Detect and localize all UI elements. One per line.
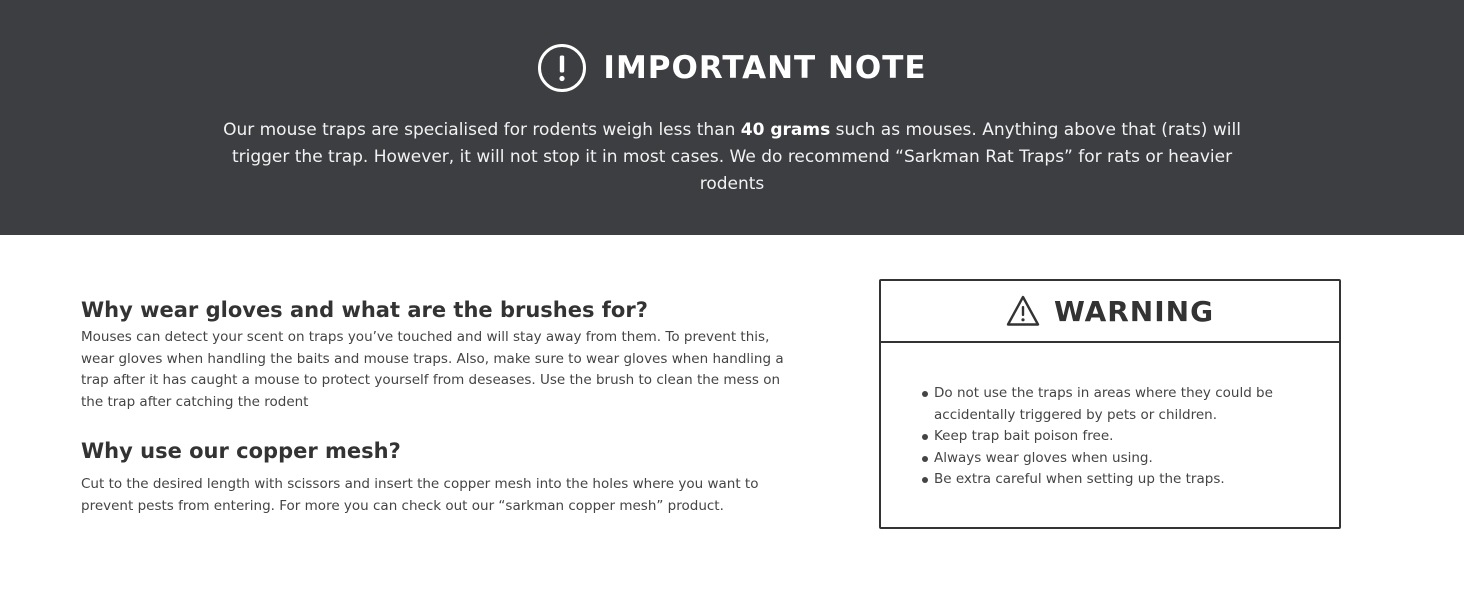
list-item: Do not use the traps in areas where they could be accidentally triggered by pets or children. <box>921 383 1301 426</box>
warning-triangle-icon <box>1006 295 1040 327</box>
warning-list <box>921 383 1301 491</box>
warning-title: WARNING <box>1053 294 1215 328</box>
section-text: Cut to the desired length with scissors and insert the copper mesh into the holes where you want to prevent pests from entering. For more you can check out our “sarkman copper mesh” product. <box>81 476 759 514</box>
section-title: Why wear gloves and what are the brushes for? <box>81 298 648 322</box>
section-text: Mouses can detect your scent on traps you’ve touched and will stay away from them. To prevent this, wear gloves when handling the baits and mouse traps. Also, make sure to wear gloves when handling a trap after it has caught a mouse to protect yourself from deseases. Use the brush to clean the mess on the trap after catching the rodent <box>81 329 784 410</box>
info-column <box>81 293 801 517</box>
important-note-title: IMPORTANT NOTE <box>603 50 927 86</box>
note-text-weight: 40 grams <box>740 120 831 140</box>
note-text-part: such as mouses. Anything above that (rats) will trigger the trap. However, it will not stop it in most cases. We do recommend “Sarkman Rat Traps” for rats or heavier rodents <box>231 120 1241 194</box>
section-title: Why use our copper mesh? <box>81 439 401 463</box>
copper-mesh-section <box>81 434 801 517</box>
exclamation-circle-icon <box>537 43 587 93</box>
important-note-header <box>0 42 1464 94</box>
note-text-part: Our mouse traps are specialised for rodents weigh less than <box>223 120 741 140</box>
gloves-section <box>81 293 801 413</box>
list-item: Be extra careful when setting up the traps. <box>921 469 1301 491</box>
list-item: Keep trap bait poison free. <box>921 426 1301 448</box>
warning-box <box>879 279 1341 529</box>
warning-header <box>881 281 1339 343</box>
important-note-text <box>216 117 1248 198</box>
important-note-banner <box>0 0 1464 235</box>
list-item: Always wear gloves when using. <box>921 448 1301 470</box>
